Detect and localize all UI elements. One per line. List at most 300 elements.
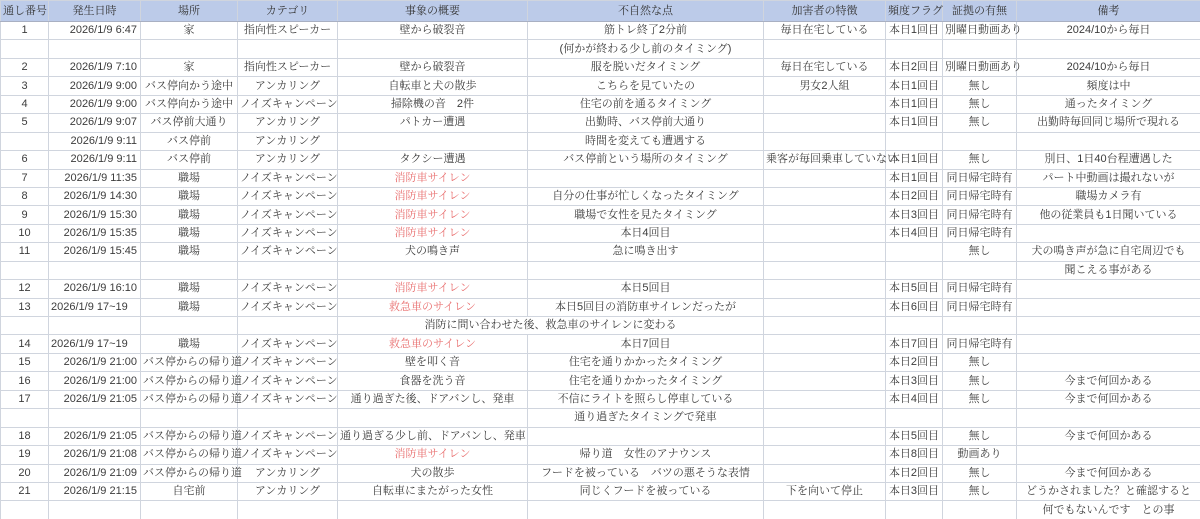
cell-dt[interactable]: 2026/1/9 21:00 xyxy=(49,372,141,390)
header-row xyxy=(1,1,1200,22)
cell-event[interactable]: 掃除機の音 2件 xyxy=(338,95,528,113)
cell-cat[interactable]: ノイズキャンペーン xyxy=(238,187,338,205)
cell-evid[interactable]: 同日帰宅時有 xyxy=(943,335,1017,353)
cell-cat[interactable]: ノイズキャンペーン xyxy=(238,243,338,261)
cell-cat[interactable]: アンカリング xyxy=(238,151,338,169)
cell-cat[interactable] xyxy=(238,409,338,427)
table-body xyxy=(1,22,1200,519)
cell-perp[interactable] xyxy=(764,224,886,242)
cell-note[interactable] xyxy=(1017,317,1200,335)
cell-no[interactable]: 14 xyxy=(1,335,49,353)
cell-place[interactable] xyxy=(141,501,238,519)
cell-place[interactable]: 職場 xyxy=(141,335,238,353)
cell-no[interactable]: 11 xyxy=(1,243,49,261)
cell-note[interactable]: 頻度は中 xyxy=(1017,77,1200,95)
cell-place[interactable]: バス停からの帰り道 xyxy=(141,446,238,464)
column-header-remarks[interactable]: 備考 xyxy=(1017,1,1200,22)
cell-dt[interactable]: 2026/1/9 17~19 xyxy=(49,298,141,316)
cell-note[interactable] xyxy=(1017,224,1200,242)
column-header-place[interactable]: 場所 xyxy=(141,1,238,22)
cell-dt[interactable]: 2026/1/9 9:11 xyxy=(49,151,141,169)
cell-dt[interactable]: 2026/1/9 21:15 xyxy=(49,482,141,500)
cell-no[interactable]: 18 xyxy=(1,427,49,445)
cell-odd[interactable]: フードを被っている バツの悪そうな表情 xyxy=(528,464,764,482)
cell-perp[interactable] xyxy=(764,261,886,279)
cell-event[interactable] xyxy=(338,40,528,58)
cell-note[interactable]: 聞こえる事がある xyxy=(1017,261,1200,279)
cell-place[interactable]: 自宅前 xyxy=(141,482,238,500)
cell-note[interactable]: 今まで何回かある xyxy=(1017,372,1200,390)
cell-note[interactable]: 2024/10から毎日 xyxy=(1017,58,1200,76)
cell-freq[interactable]: 本日2回目 xyxy=(886,353,943,371)
cell-freq[interactable]: 本日3回目 xyxy=(886,372,943,390)
cell-note[interactable] xyxy=(1017,280,1200,298)
table-row xyxy=(1,280,1200,298)
table-row xyxy=(1,169,1200,187)
cell-note[interactable] xyxy=(1017,298,1200,316)
cell-perp[interactable] xyxy=(764,132,886,150)
column-header-evidence[interactable]: 証拠の有無 xyxy=(943,1,1017,22)
cell-dt[interactable]: 2026/1/9 21:05 xyxy=(49,427,141,445)
cell-odd[interactable]: 同じくフードを被っている xyxy=(528,482,764,500)
table-row xyxy=(1,482,1200,500)
cell-perp[interactable] xyxy=(764,169,886,187)
cell-note[interactable] xyxy=(1017,446,1200,464)
cell-note[interactable] xyxy=(1017,353,1200,371)
cell-odd[interactable]: 不信にライトを照らし停車している xyxy=(528,390,764,408)
cell-dt[interactable] xyxy=(49,317,141,335)
cell-event[interactable]: 消防車サイレン xyxy=(338,169,528,187)
cell-freq[interactable] xyxy=(886,243,943,261)
cell-dt[interactable]: 2026/1/9 7:10 xyxy=(49,58,141,76)
cell-no[interactable]: 5 xyxy=(1,114,49,132)
table-row xyxy=(1,95,1200,113)
cell-no[interactable] xyxy=(1,261,49,279)
cell-freq[interactable] xyxy=(886,132,943,150)
cell-dt[interactable]: 2026/1/9 21:09 xyxy=(49,464,141,482)
cell-cat[interactable]: ノイズキャンペーン xyxy=(238,372,338,390)
cell-perp[interactable] xyxy=(764,464,886,482)
cell-no[interactable]: 10 xyxy=(1,224,49,242)
table-row xyxy=(1,187,1200,205)
cell-note[interactable]: 何でもないんです との事 xyxy=(1017,501,1200,519)
cell-freq[interactable]: 本日1回目 xyxy=(886,95,943,113)
cell-dt[interactable] xyxy=(49,501,141,519)
cell-no[interactable]: 6 xyxy=(1,151,49,169)
cell-event[interactable]: 消防車サイレン xyxy=(338,187,528,205)
cell-perp[interactable] xyxy=(764,206,886,224)
cell-cat[interactable]: ノイズキャンペーン xyxy=(238,298,338,316)
cell-dt[interactable]: 2026/1/9 21:08 xyxy=(49,446,141,464)
cell-place[interactable]: バス停前 xyxy=(141,151,238,169)
cell-event[interactable]: 通り過ぎた後、ドアバンし、発車 xyxy=(338,390,528,408)
cell-freq[interactable] xyxy=(886,409,943,427)
cell-event[interactable]: 消防車サイレン xyxy=(338,280,528,298)
cell-odd[interactable]: バス停前という場所のタイミング xyxy=(528,151,764,169)
column-header-event-summary[interactable]: 事象の概要 xyxy=(338,1,528,22)
cell-no[interactable]: 3 xyxy=(1,77,49,95)
cell-freq[interactable] xyxy=(886,261,943,279)
cell-cat[interactable]: ノイズキャンペーン xyxy=(238,427,338,445)
cell-cat[interactable]: アンカリング xyxy=(238,114,338,132)
cell-no[interactable]: 15 xyxy=(1,353,49,371)
cell-no[interactable]: 20 xyxy=(1,464,49,482)
cell-odd[interactable]: (何かが終わる少し前のタイミング) xyxy=(528,40,764,58)
cell-cat[interactable]: ノイズキャンペーン xyxy=(238,280,338,298)
cell-no[interactable]: 13 xyxy=(1,298,49,316)
cell-no[interactable]: 17 xyxy=(1,390,49,408)
cell-odd[interactable]: 住宅の前を通るタイミング xyxy=(528,95,764,113)
cell-no[interactable]: 9 xyxy=(1,206,49,224)
cell-note[interactable]: 今まで何回かある xyxy=(1017,390,1200,408)
cell-dt[interactable]: 2026/1/9 11:35 xyxy=(49,169,141,187)
cell-dt[interactable]: 2026/1/9 15:45 xyxy=(49,243,141,261)
cell-event[interactable]: 通り過ぎる少し前、ドアバンし、発車 xyxy=(338,427,528,445)
cell-no[interactable] xyxy=(1,409,49,427)
table-row xyxy=(1,372,1200,390)
cell-dt[interactable]: 2026/1/9 9:07 xyxy=(49,114,141,132)
cell-place[interactable]: 職場 xyxy=(141,243,238,261)
cell-dt[interactable]: 2026/1/9 9:11 xyxy=(49,132,141,150)
cell-place[interactable]: バス停からの帰り道 xyxy=(141,353,238,371)
cell-perp[interactable] xyxy=(764,40,886,58)
cell-event[interactable]: 壁から破裂音 xyxy=(338,22,528,40)
cell-place[interactable]: バス停前大通り xyxy=(141,114,238,132)
cell-freq[interactable]: 本日4回目 xyxy=(886,390,943,408)
cell-odd[interactable] xyxy=(528,501,764,519)
cell-perp[interactable] xyxy=(764,409,886,427)
cell-perp[interactable] xyxy=(764,446,886,464)
cell-no[interactable]: 21 xyxy=(1,482,49,500)
cell-cat[interactable]: ノイズキャンペーン xyxy=(238,335,338,353)
cell-evid[interactable] xyxy=(943,317,1017,335)
cell-dt[interactable]: 2026/1/9 9:00 xyxy=(49,95,141,113)
cell-note[interactable]: 2024/10から毎日 xyxy=(1017,22,1200,40)
cell-perp[interactable] xyxy=(764,187,886,205)
cell-evid[interactable]: 同日帰宅時有 xyxy=(943,280,1017,298)
cell-evid[interactable]: 無し xyxy=(943,482,1017,500)
column-header-serial-number[interactable]: 通し番号 xyxy=(1,1,49,22)
cell-event[interactable]: 自転車にまたがった女性 xyxy=(338,482,528,500)
cell-odd[interactable]: 本日5回目の消防車サイレンだったが xyxy=(528,298,764,316)
cell-place[interactable]: バス停からの帰り道 xyxy=(141,464,238,482)
cell-evid[interactable] xyxy=(943,132,1017,150)
cell-odd[interactable]: 筋トレ終了2分前 xyxy=(528,22,764,40)
cell-perp[interactable] xyxy=(764,372,886,390)
cell-place[interactable]: バス停からの帰り道 xyxy=(141,427,238,445)
cell-evid[interactable]: 無し xyxy=(943,95,1017,113)
cell-place[interactable]: バス停向かう途中 xyxy=(141,77,238,95)
cell-no[interactable]: 7 xyxy=(1,169,49,187)
cell-note[interactable]: 他の従業員も1日聞いている xyxy=(1017,206,1200,224)
cell-place[interactable] xyxy=(141,409,238,427)
cell-perp[interactable] xyxy=(764,335,886,353)
cell-dt[interactable]: 2026/1/9 16:10 xyxy=(49,280,141,298)
cell-evid[interactable]: 無し xyxy=(943,372,1017,390)
cell-note[interactable]: 職場カメラ有 xyxy=(1017,187,1200,205)
cell-place[interactable]: 家 xyxy=(141,58,238,76)
cell-odd[interactable]: 自分の仕事が忙しくなったタイミング xyxy=(528,187,764,205)
cell-event[interactable]: 自転車と犬の散歩 xyxy=(338,77,528,95)
cell-evid[interactable]: 別曜日動画あり xyxy=(943,58,1017,76)
cell-cat[interactable]: ノイズキャンペーン xyxy=(238,353,338,371)
cell-freq[interactable]: 本日6回目 xyxy=(886,298,943,316)
cell-freq[interactable]: 本日1回目 xyxy=(886,22,943,40)
cell-odd[interactable]: 通り過ぎたタイミングで発車 xyxy=(528,409,764,427)
cell-place[interactable] xyxy=(141,261,238,279)
cell-event[interactable]: タクシー遭遇 xyxy=(338,151,528,169)
cell-freq[interactable]: 本日1回目 xyxy=(886,169,943,187)
cell-note[interactable]: 通ったタイミング xyxy=(1017,95,1200,113)
cell-perp[interactable] xyxy=(764,427,886,445)
cell-no[interactable]: 16 xyxy=(1,372,49,390)
cell-place[interactable]: バス停からの帰り道 xyxy=(141,390,238,408)
cell-freq[interactable]: 本日2回目 xyxy=(886,187,943,205)
column-header-perpetrator[interactable]: 加害者の特徴 xyxy=(764,1,886,22)
cell-note[interactable]: どうかされました？と確認すると xyxy=(1017,482,1200,500)
cell-place[interactable]: バス停前 xyxy=(141,132,238,150)
cell-freq[interactable] xyxy=(886,317,943,335)
cell-cat[interactable]: ノイズキャンペーン xyxy=(238,446,338,464)
table-row xyxy=(1,335,1200,353)
cell-place[interactable] xyxy=(141,317,238,335)
cell-odd[interactable] xyxy=(528,169,764,187)
cell-cat[interactable]: ノイズキャンペーン xyxy=(238,390,338,408)
cell-place[interactable]: 職場 xyxy=(141,187,238,205)
table-row xyxy=(1,77,1200,95)
cell-event[interactable]: 食器を洗う音 xyxy=(338,372,528,390)
column-header-frequency-flag[interactable]: 頻度フラグ xyxy=(886,1,943,22)
cell-no[interactable]: 2 xyxy=(1,58,49,76)
cell-cat[interactable] xyxy=(238,261,338,279)
cell-evid[interactable]: 無し xyxy=(943,114,1017,132)
cell-no[interactable] xyxy=(1,317,49,335)
cell-dt[interactable]: 2026/1/9 6:47 xyxy=(49,22,141,40)
cell-cat[interactable]: アンカリング xyxy=(238,77,338,95)
cell-event[interactable]: 犬の鳴き声 xyxy=(338,243,528,261)
cell-evid[interactable]: 同日帰宅時有 xyxy=(943,169,1017,187)
cell-cat[interactable]: ノイズキャンペーン xyxy=(238,206,338,224)
cell-dt[interactable] xyxy=(49,409,141,427)
cell-note[interactable]: 出勤時毎回同じ場所で現れる xyxy=(1017,114,1200,132)
cell-note[interactable] xyxy=(1017,409,1200,427)
table-row xyxy=(1,58,1200,76)
cell-note[interactable] xyxy=(1017,40,1200,58)
cell-event[interactable] xyxy=(338,501,528,519)
cell-freq[interactable]: 本日5回目 xyxy=(886,427,943,445)
cell-evid[interactable] xyxy=(943,40,1017,58)
cell-odd[interactable] xyxy=(528,427,764,445)
cell-odd[interactable]: こちらを見ていたの xyxy=(528,77,764,95)
cell-freq[interactable]: 本日3回目 xyxy=(886,206,943,224)
cell-event[interactable]: 消防車サイレン xyxy=(338,446,528,464)
cell-evid[interactable] xyxy=(943,261,1017,279)
cell-place[interactable]: 家 xyxy=(141,22,238,40)
cell-no[interactable]: 4 xyxy=(1,95,49,113)
cell-odd[interactable]: 職場で女性を見たタイミング xyxy=(528,206,764,224)
table-row xyxy=(1,298,1200,316)
cell-freq[interactable] xyxy=(886,40,943,58)
cell-cat[interactable]: アンカリング xyxy=(238,132,338,150)
cell-cat[interactable]: ノイズキャンペーン xyxy=(238,224,338,242)
cell-evid[interactable] xyxy=(943,409,1017,427)
cell-dt[interactable]: 2026/1/9 14:30 xyxy=(49,187,141,205)
cell-cat[interactable]: アンカリング xyxy=(238,482,338,500)
cell-evid[interactable]: 無し xyxy=(943,353,1017,371)
cell-evid[interactable]: 無し xyxy=(943,243,1017,261)
cell-note[interactable]: 別日、1日40台程遭遇した xyxy=(1017,151,1200,169)
cell-freq[interactable]: 本日1回目 xyxy=(886,114,943,132)
cell-evid[interactable]: 無し xyxy=(943,77,1017,95)
cell-note[interactable]: 犬の鳴き声が急に自宅周辺でも xyxy=(1017,243,1200,261)
cell-event[interactable]: 壁を叩く音 xyxy=(338,353,528,371)
cell-cat[interactable] xyxy=(238,317,338,335)
cell-cat[interactable]: ノイズキャンペーン xyxy=(238,95,338,113)
cell-evid[interactable]: 無し xyxy=(943,390,1017,408)
cell-event[interactable]: パトカー遭遇 xyxy=(338,114,528,132)
cell-freq[interactable] xyxy=(886,501,943,519)
cell-no[interactable] xyxy=(1,501,49,519)
cell-no[interactable]: 1 xyxy=(1,22,49,40)
cell-freq[interactable]: 本日1回目 xyxy=(886,151,943,169)
cell-event[interactable]: 消防車サイレン xyxy=(338,224,528,242)
cell-evid[interactable]: 無し xyxy=(943,151,1017,169)
cell-perp[interactable]: 毎日在宅している xyxy=(764,22,886,40)
cell-freq[interactable]: 本日5回目 xyxy=(886,280,943,298)
cell-evid[interactable]: 別曜日動画あり xyxy=(943,22,1017,40)
cell-odd[interactable]: 服を脱いだタイミング xyxy=(528,58,764,76)
table-row xyxy=(1,206,1200,224)
column-header-datetime[interactable]: 発生日時 xyxy=(49,1,141,22)
cell-event[interactable]: 救急車のサイレン xyxy=(338,298,528,316)
cell-perp[interactable]: 毎日在宅している xyxy=(764,58,886,76)
cell-perp[interactable]: 乗客が毎回乗車していない xyxy=(764,151,886,169)
table-row xyxy=(1,446,1200,464)
cell-note[interactable]: 今まで何回かある xyxy=(1017,464,1200,482)
cell-dt[interactable]: 2026/1/9 9:00 xyxy=(49,77,141,95)
cell-perp[interactable] xyxy=(764,243,886,261)
cell-odd[interactable]: 住宅を通りかかったタイミング xyxy=(528,372,764,390)
cell-cat[interactable]: ノイズキャンペーン xyxy=(238,169,338,187)
table-row xyxy=(1,151,1200,169)
cell-event[interactable] xyxy=(338,261,528,279)
cell-evid[interactable]: 無し xyxy=(943,464,1017,482)
cell-event[interactable]: 壁から破裂音 xyxy=(338,58,528,76)
cell-freq[interactable]: 本日7回目 xyxy=(886,335,943,353)
table-row xyxy=(1,261,1200,279)
cell-perp[interactable] xyxy=(764,280,886,298)
cell-place[interactable]: 職場 xyxy=(141,298,238,316)
cell-dt[interactable]: 2026/1/9 17~19 xyxy=(49,335,141,353)
cell-cat[interactable]: アンカリング xyxy=(238,464,338,482)
cell-cat[interactable] xyxy=(238,40,338,58)
cell-place[interactable] xyxy=(141,40,238,58)
cell-event[interactable] xyxy=(338,132,528,150)
cell-cat[interactable]: 指向性スピーカー xyxy=(238,58,338,76)
cell-dt[interactable] xyxy=(49,261,141,279)
cell-evid[interactable]: 同日帰宅時有 xyxy=(943,206,1017,224)
cell-perp[interactable]: 男女2人組 xyxy=(764,77,886,95)
cell-perp[interactable] xyxy=(764,501,886,519)
cell-place[interactable]: 職場 xyxy=(141,169,238,187)
cell-odd[interactable]: 本日5回目 xyxy=(528,280,764,298)
cell-place[interactable]: 職場 xyxy=(141,206,238,224)
cell-note[interactable]: パート中動画は撮れないが xyxy=(1017,169,1200,187)
cell-event[interactable]: 救急車のサイレン xyxy=(338,335,528,353)
cell-perp[interactable] xyxy=(764,390,886,408)
cell-dt[interactable]: 2026/1/9 15:30 xyxy=(49,206,141,224)
cell-freq[interactable]: 本日4回目 xyxy=(886,224,943,242)
cell-freq[interactable]: 本日8回目 xyxy=(886,446,943,464)
cell-no[interactable]: 12 xyxy=(1,280,49,298)
cell-no[interactable]: 8 xyxy=(1,187,49,205)
cell-dt[interactable] xyxy=(49,40,141,58)
cell-perp[interactable] xyxy=(764,95,886,113)
cell-perp[interactable] xyxy=(764,298,886,316)
cell-odd[interactable]: 時間を変えても遭遇する xyxy=(528,132,764,150)
cell-place[interactable]: バス停からの帰り道 xyxy=(141,372,238,390)
cell-dt[interactable]: 2026/1/9 15:35 xyxy=(49,224,141,242)
cell-event[interactable] xyxy=(338,409,528,427)
cell-evid[interactable]: 同日帰宅時有 xyxy=(943,298,1017,316)
cell-no[interactable]: 19 xyxy=(1,446,49,464)
cell-evid[interactable]: 同日帰宅時有 xyxy=(943,224,1017,242)
cell-freq[interactable]: 本日1回目 xyxy=(886,77,943,95)
cell-evid[interactable]: 無し xyxy=(943,427,1017,445)
cell-dt[interactable]: 2026/1/9 21:00 xyxy=(49,353,141,371)
cell-freq[interactable]: 本日3回目 xyxy=(886,482,943,500)
table-row xyxy=(1,353,1200,371)
cell-note[interactable]: 今まで何回かある xyxy=(1017,427,1200,445)
cell-evid[interactable]: 動画あり xyxy=(943,446,1017,464)
table-row xyxy=(1,409,1200,427)
cell-place[interactable]: 職場 xyxy=(141,280,238,298)
cell-no[interactable] xyxy=(1,40,49,58)
cell-place[interactable]: 職場 xyxy=(141,224,238,242)
cell-perp[interactable] xyxy=(764,114,886,132)
column-header-unnatural-point[interactable]: 不自然な点 xyxy=(528,1,764,22)
table-row xyxy=(1,132,1200,150)
cell-perp[interactable] xyxy=(764,317,886,335)
cell-odd[interactable]: 帰り道 女性のアナウンス xyxy=(528,446,764,464)
cell-event[interactable]: 消防車サイレン xyxy=(338,206,528,224)
cell-odd[interactable]: 出勤時、バス停前大通り xyxy=(528,114,764,132)
cell-cat[interactable]: 指向性スピーカー xyxy=(238,22,338,40)
cell-odd[interactable] xyxy=(528,261,764,279)
cell-odd[interactable]: 本日4回目 xyxy=(528,224,764,242)
cell-freq[interactable]: 本日2回目 xyxy=(886,464,943,482)
cell-cat[interactable] xyxy=(238,501,338,519)
cell-perp[interactable] xyxy=(764,353,886,371)
cell-odd[interactable]: 急に鳴き出す xyxy=(528,243,764,261)
cell-evid[interactable] xyxy=(943,501,1017,519)
cell-odd[interactable]: 住宅を通りかかったタイミング xyxy=(528,353,764,371)
table-row xyxy=(1,224,1200,242)
column-header-category[interactable]: カテゴリ xyxy=(238,1,338,22)
cell-evid[interactable]: 同日帰宅時有 xyxy=(943,187,1017,205)
cell-perp[interactable]: 下を向いて停止 xyxy=(764,482,886,500)
cell-event[interactable]: 犬の散歩 xyxy=(338,464,528,482)
cell-note[interactable] xyxy=(1017,335,1200,353)
cell-event[interactable]: 消防に問い合わせた後、救急車のサイレンに変わる xyxy=(338,317,764,335)
cell-freq[interactable]: 本日2回目 xyxy=(886,58,943,76)
cell-no[interactable] xyxy=(1,132,49,150)
cell-place[interactable]: バス停向かう途中 xyxy=(141,95,238,113)
cell-dt[interactable]: 2026/1/9 21:05 xyxy=(49,390,141,408)
cell-note[interactable] xyxy=(1017,132,1200,150)
table-row xyxy=(1,243,1200,261)
cell-odd[interactable]: 本日7回目 xyxy=(528,335,764,353)
